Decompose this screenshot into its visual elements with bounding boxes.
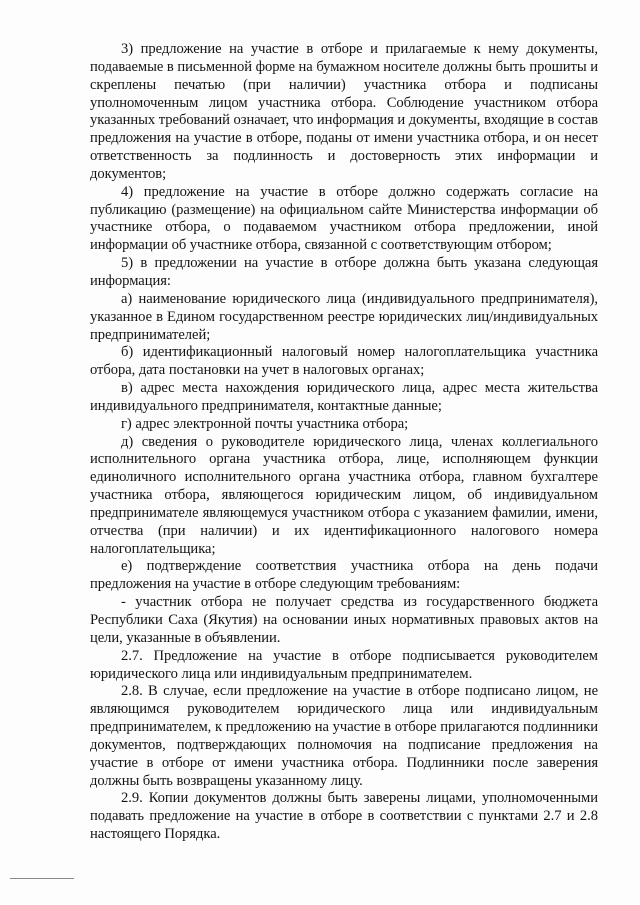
clause-2-9: 2.9. Копии документов должны быть заверены лицами, уполномоченными подавать предложение на участие в отборе в соответствии с пунктами 2.7 и 2.8 настоящего Порядка.: [90, 790, 598, 843]
clause-2-8: 2.8. В случае, если предложение на участие в отборе подписано лицом, не являющимся руководителем юридического лица или индивидуальным предпринимателем, к предложению на участие в отборе прилагаются подлинники документов, подтверждающих полномочия на подписание предложения на участие в отборе от имени участника отбора. Подлинники после заверения должны быть возвращены указанному лицу.: [90, 683, 598, 789]
subitem-b: б) идентификационный налоговый номер налогоплательщика участника отбора, дата постановки на учет в налоговых органах;: [90, 344, 598, 379]
subitem-d: д) сведения о руководителе юридического лица, членах коллегиального исполнительного органа участника отбора, лице, исполняющем функции единоличного исполнительного органа участника отбора, главном бухгалтере участника отбора, являющегося юридическим лицом, об индивидуальном предпринимателе являющемуся участником отбора с указанием фамилии, имени, отчества (при наличии) и их идентификационного налогового номера налогоплательщика;: [90, 433, 598, 557]
requirement-bullet: - участник отбора не получает средства из государственного бюджета Республики Саха (Якутия) на основании иных нормативных правовых актов на цели, указанные в объявлении.: [90, 594, 598, 646]
subitem-g: г) адрес электронной почты участника отбора;: [121, 415, 409, 432]
subitem-a: а) наименование юридического лица (индивидуального предпринимателя), указанное в Едином государственном реестре юридических лиц/индивидуальных предпринимателей;: [90, 290, 598, 343]
paragraph-item-5: 5) в предложении на участие в отборе должна быть указана следующая информация:: [90, 255, 598, 289]
subitem-e: е) подтверждение соответствия участника отбора на день подачи предложения на участие в отборе следующим требованиям:: [90, 558, 598, 593]
clause-2-7: 2.7. Предложение на участие в отборе подписывается руководителем юридического лица или индивидуальным предпринимателем.: [90, 647, 598, 682]
document-body: [90, 41, 598, 844]
paragraph-item-4: 4) предложение на участие в отборе должно содержать согласие на публикацию (размещение) на официальном сайте Министерства информации об участнике отбора, о подаваемом участником отбора предложении, иной информации об участнике отбора, связанной с соответствующим отбором;: [90, 183, 598, 254]
subitem-v: в) адрес места нахождения юридического лица, адрес места жительства индивидуального предпринимателя, контактные данные;: [90, 380, 598, 414]
footer-rule: [10, 878, 74, 879]
paragraph-item-3: 3) предложение на участие в отборе и прилагаемые к нему документы, подаваемые в письменной форме на бумажном носителе должны быть прошиты и скреплены печатью (при наличии) участника отбора и подписаны уполномоченным лицом участника отбора. Соблюдение участником отбора указанных требований означает, что информация и документы, входящие в состав предложения на участие в отборе, поданы от имени участника отбора, и он несет ответственность за подлинность и достоверность этих информации и документов;: [90, 41, 598, 182]
